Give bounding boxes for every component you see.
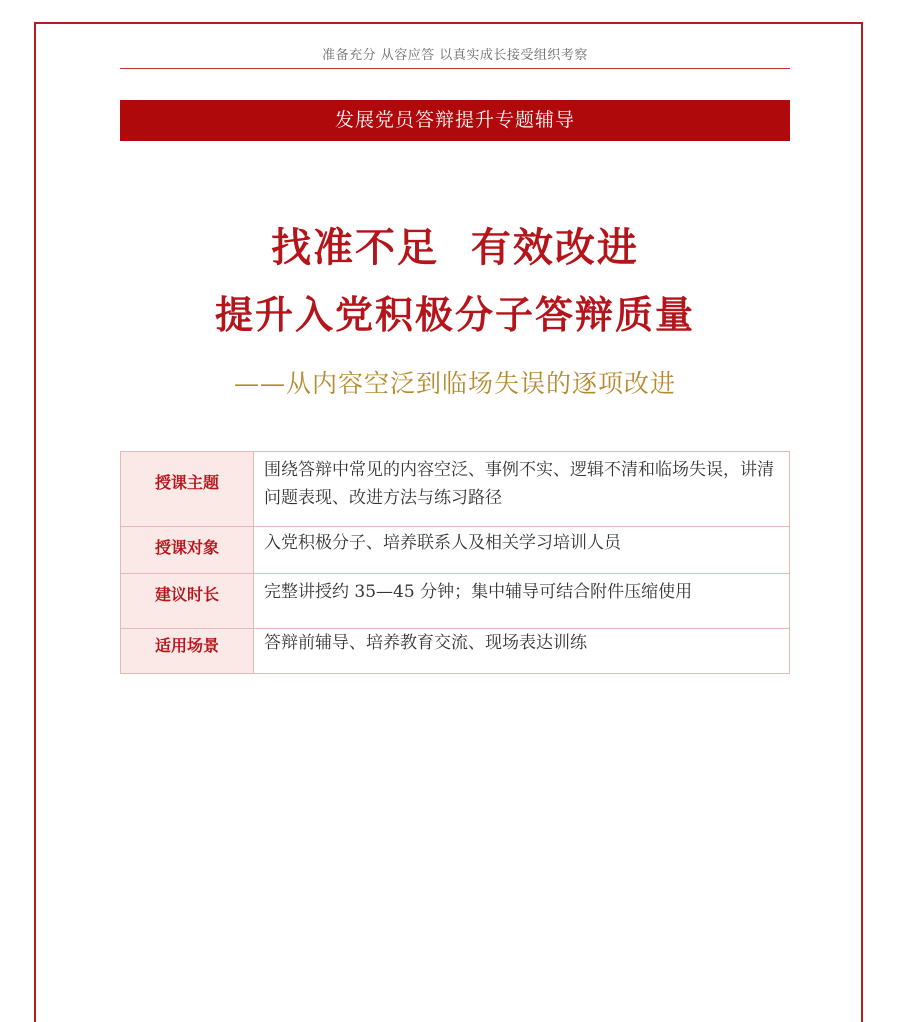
table-value-audience: 入党积极分子、培养联系人及相关学习培训人员 — [254, 527, 790, 574]
table-row — [121, 629, 790, 674]
table-value-scenario: 答辩前辅导、培养教育交流、现场表达训练 — [254, 629, 790, 674]
table-value-duration: 完整讲授约 35—45 分钟；集中辅导可结合附件压缩使用 — [254, 574, 790, 629]
header-divider — [120, 68, 790, 69]
table-row — [121, 527, 790, 574]
table-label-scenario: 适用场景 — [121, 629, 254, 674]
main-title-line-2: 提升入党积极分子答辩质量 — [214, 292, 695, 337]
main-title-line-1: 找准不足 有效改进 — [271, 224, 639, 271]
table-row — [121, 452, 790, 527]
table-value-topic: 围绕答辩中常见的内容空泛、事例不实、逻辑不清和临场失误，讲清问题表现、改进方法与练习路径 — [254, 452, 790, 527]
table-row — [121, 574, 790, 629]
table-label-audience: 授课对象 — [121, 527, 254, 574]
header-tagline: 准备充分 从容应答 以真实成长接受组织考察 — [322, 48, 588, 63]
table-label-topic: 授课主题 — [121, 452, 254, 527]
subtitle: ——从内容空泛到临场失误的逐项改进 — [233, 369, 676, 398]
topic-banner: 发展党员答辩提升专题辅导 — [120, 100, 790, 141]
course-info-table — [120, 451, 790, 674]
table-label-duration: 建议时长 — [121, 574, 254, 629]
